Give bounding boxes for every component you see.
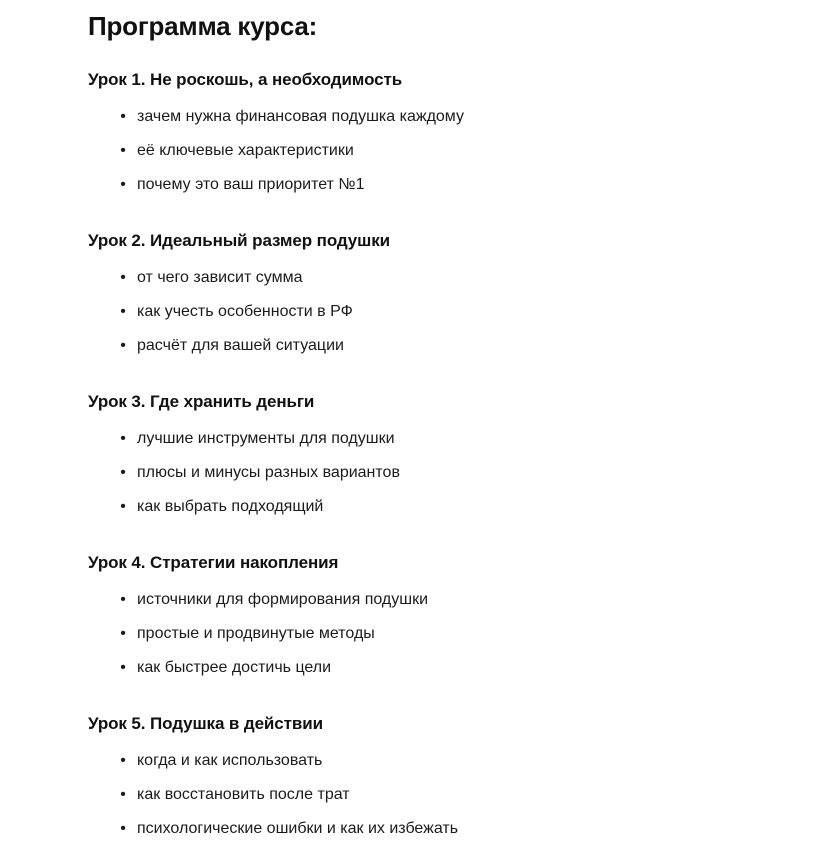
bullet-icon: •: [120, 268, 126, 286]
lesson-title-3: Урок 3. Где хранить деньги: [88, 391, 315, 411]
list-item: [88, 134, 778, 168]
content-column: [88, 0, 778, 846]
list-item-label: от чего зависит сумма: [137, 268, 303, 286]
list-item-label: как выбрать подходящий: [137, 497, 324, 515]
lesson-topic-list-1: [88, 91, 778, 202]
lesson-title-1: Урок 1. Не роскошь, а необходимость: [88, 69, 403, 89]
list-item: [88, 778, 778, 812]
list-item: [88, 583, 778, 617]
list-item: [88, 744, 778, 778]
lesson-section-2: [88, 230, 778, 363]
list-item: [88, 295, 778, 329]
list-item: [88, 422, 778, 456]
lesson-topic-list-5: [88, 735, 778, 846]
list-item-label: психологические ошибки и как их избежать: [137, 819, 459, 837]
lesson-topic-list-2: [88, 252, 778, 363]
bullet-icon: •: [120, 590, 126, 608]
list-item-label: плюсы и минусы разных вариантов: [137, 463, 400, 481]
bullet-icon: •: [120, 336, 126, 354]
list-item: [88, 617, 778, 651]
bullet-icon: •: [120, 658, 126, 676]
list-item: [88, 812, 778, 846]
list-item-label: как учесть особенности в РФ: [137, 302, 353, 320]
list-item-label: зачем нужна финансовая подушка каждому: [137, 107, 464, 125]
lesson-title-5: Урок 5. Подушка в действии: [88, 713, 323, 733]
list-item: [88, 261, 778, 295]
list-item-label: почему это ваш приоритет №1: [137, 175, 365, 193]
bullet-icon: •: [120, 819, 126, 837]
lesson-section-1: [88, 69, 778, 202]
lesson-title-2: Урок 2. Идеальный размер подушки: [88, 230, 390, 250]
lesson-section-5: [88, 713, 778, 846]
bullet-icon: •: [120, 141, 126, 159]
bullet-icon: •: [120, 302, 126, 320]
bullet-icon: •: [120, 751, 126, 769]
bullet-icon: •: [120, 785, 126, 803]
list-item-label: как восстановить после трат: [137, 785, 350, 803]
list-item-label: источники для формирования подушки: [137, 590, 429, 608]
list-item-label: когда и как использовать: [137, 751, 323, 769]
list-item-label: простые и продвинутые методы: [137, 624, 375, 642]
list-item: [88, 329, 778, 363]
page-title: Программа курса:: [88, 11, 318, 41]
lesson-topic-list-3: [88, 413, 778, 524]
lesson-topic-list-4: [88, 574, 778, 685]
lesson-section-3: [88, 391, 778, 524]
list-item-label: расчёт для вашей ситуации: [137, 336, 344, 354]
list-item-label: её ключевые характеристики: [137, 141, 354, 159]
bullet-icon: •: [120, 497, 126, 515]
bullet-icon: •: [120, 175, 126, 193]
bullet-icon: •: [120, 624, 126, 642]
lesson-section-4: [88, 552, 778, 685]
list-item: [88, 456, 778, 490]
list-item-label: как быстрее достичь цели: [137, 658, 332, 676]
list-item: [88, 168, 778, 202]
bullet-icon: •: [120, 429, 126, 447]
bullet-icon: •: [120, 463, 126, 481]
list-item: [88, 490, 778, 524]
lesson-title-4: Урок 4. Стратегии накопления: [88, 552, 339, 572]
list-item-label: лучшие инструменты для подушки: [137, 429, 395, 447]
list-item: [88, 651, 778, 685]
bullet-icon: •: [120, 107, 126, 125]
list-item: [88, 100, 778, 134]
